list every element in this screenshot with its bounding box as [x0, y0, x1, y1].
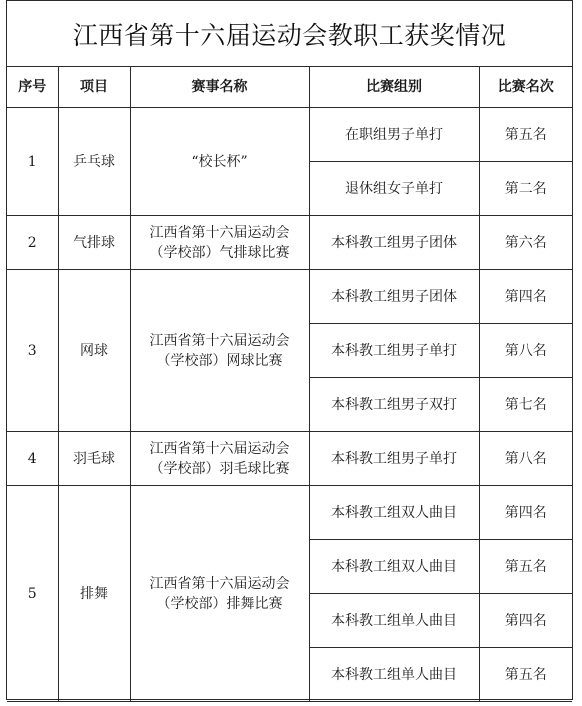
header-rank: 比赛名次	[479, 67, 572, 108]
seq-cell: 4	[7, 432, 58, 486]
event-line: （学校部）网球比赛	[156, 352, 283, 369]
group-cell: 退休组女子单打	[309, 162, 479, 216]
group-cell: 本科教工组男子团体	[309, 216, 479, 270]
event-line: （学校部）气排球比赛	[149, 244, 290, 261]
header-group: 比赛组别	[309, 67, 479, 108]
event-cell	[130, 432, 309, 486]
awards-table	[7, 67, 572, 702]
event-line: （学校部）羽毛球比赛	[149, 460, 290, 477]
rank-cell: 第四名	[479, 270, 572, 324]
rank-cell: 第六名	[479, 216, 572, 270]
table-header-row	[7, 67, 572, 108]
group-cell: 本科教工组男子单打	[309, 324, 479, 378]
rank-cell: 第四名	[479, 594, 572, 648]
seq-cell: 3	[7, 270, 58, 432]
seq-cell: 5	[7, 486, 58, 702]
table-row	[7, 108, 572, 162]
rank-cell: 第五名	[479, 648, 572, 702]
group-cell: 在职组男子单打	[309, 108, 479, 162]
item-cell: 羽毛球	[58, 432, 130, 486]
header-item: 项目	[58, 67, 130, 108]
event-cell	[130, 486, 309, 702]
rank-cell: 第二名	[479, 162, 572, 216]
rank-cell: 第七名	[479, 378, 572, 432]
event-line: 江西省第十六届运动会	[149, 440, 290, 457]
event-line: （学校部）排舞比赛	[156, 595, 283, 612]
group-cell: 本科教工组男子单打	[309, 432, 479, 486]
group-cell: 本科教工组男子团体	[309, 270, 479, 324]
event-cell	[130, 108, 309, 216]
table-row	[7, 270, 572, 324]
header-seq: 序号	[7, 67, 58, 108]
item-cell: 排舞	[58, 486, 130, 702]
item-cell: 气排球	[58, 216, 130, 270]
event-line: 江西省第十六届运动会	[149, 224, 290, 241]
event-cell	[130, 270, 309, 432]
rank-cell: 第八名	[479, 324, 572, 378]
seq-cell: 2	[7, 216, 58, 270]
awards-document	[6, 0, 573, 700]
rank-cell: 第四名	[479, 486, 572, 540]
seq-cell: 1	[7, 108, 58, 216]
group-cell: 本科教工组男子双打	[309, 378, 479, 432]
rank-cell: 第八名	[479, 432, 572, 486]
event-line: 江西省第十六届运动会	[149, 332, 290, 349]
item-cell: 网球	[58, 270, 130, 432]
group-cell: 本科教工组单人曲目	[309, 648, 479, 702]
event-line: 江西省第十六届运动会	[149, 575, 290, 592]
rank-cell: 第五名	[479, 540, 572, 594]
group-cell: 本科教工组双人曲目	[309, 486, 479, 540]
event-cell	[130, 216, 309, 270]
rank-cell: 第五名	[479, 108, 572, 162]
event-line: “校长杯”	[191, 153, 248, 170]
table-row	[7, 486, 572, 540]
table-row	[7, 216, 572, 270]
item-cell: 乒乓球	[58, 108, 130, 216]
table-row	[7, 432, 572, 486]
group-cell: 本科教工组单人曲目	[309, 594, 479, 648]
document-title: 江西省第十六届运动会教职工获奖情况	[7, 1, 572, 67]
header-event: 赛事名称	[130, 67, 309, 108]
group-cell: 本科教工组双人曲目	[309, 540, 479, 594]
